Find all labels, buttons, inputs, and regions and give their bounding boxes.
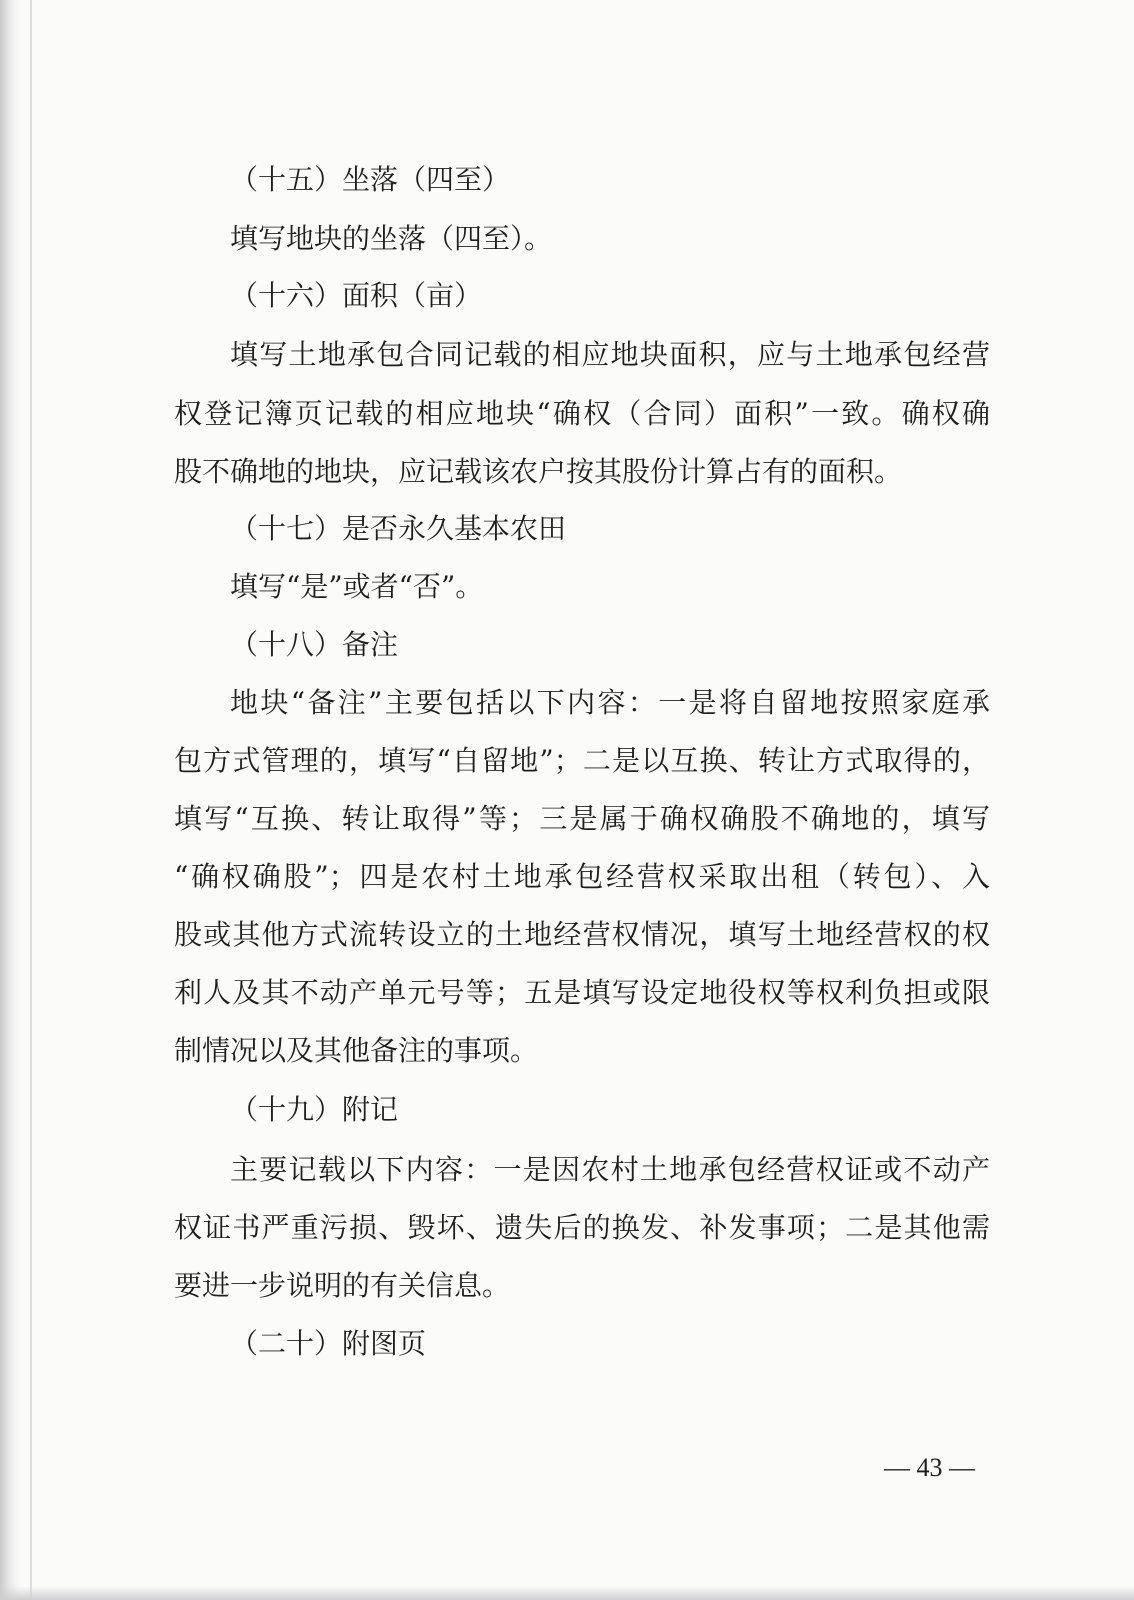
paragraph-line: 地块“备注”主要包括以下内容：一是将自留地按照家庭承: [230, 686, 990, 719]
paragraph-line: 填写地块的坐落（四至）。: [230, 222, 553, 255]
paragraph-line: 股不确地的地块，应记载该农户按其股份计算占有的面积。: [174, 455, 903, 488]
paragraph-line: 要进一步说明的有关信息。: [174, 1269, 511, 1302]
paragraph-line: 填写“是”或者“否”。: [230, 570, 484, 603]
paragraph-line: 填写土地承包合同记载的相应地块面积，应与土地承包经营: [230, 338, 990, 371]
scan-bottom-edge: [0, 1586, 1134, 1600]
paragraph-line: 主要记载以下内容：一是因农村土地承包经营权证或不动产: [230, 1153, 990, 1186]
binding-line: [30, 0, 32, 1600]
paragraph-line: 权证书严重污损、毁坏、遗失后的换发、补发事项；二是其他需: [174, 1211, 990, 1244]
paragraph-line: 股或其他方式流转设立的土地经营权情况，填写土地经营权的权: [174, 918, 990, 951]
paragraph-line: 包方式管理的，填写“自留地”；二是以互换、转让方式取得的，: [174, 744, 990, 777]
section-heading-15: （十五）坐落（四至）: [230, 163, 511, 196]
page-number: — 43 —: [884, 1453, 975, 1482]
paragraph-line: 填写“互换、转让取得”等；三是属于确权确股不确地的，填写: [174, 802, 990, 835]
paragraph-line: 权登记簿页记载的相应地块“确权（合同）面积”一致。确权确: [174, 397, 990, 430]
section-heading-16: （十六）面积（亩）: [230, 279, 483, 312]
paragraph-line: “确权确股”；四是农村土地承包经营权采取出租（转包）、入: [174, 860, 990, 893]
section-heading-19: （十九）附记: [230, 1093, 399, 1126]
section-heading-18: （十八）备注: [230, 628, 399, 661]
section-heading-17: （十七）是否永久基本农田: [230, 512, 567, 545]
section-heading-20: （二十）附图页: [230, 1327, 427, 1360]
binding-shadow: [0, 0, 22, 1600]
paragraph-line: 利人及其不动产单元号等；五是填写设定地役权等权利负担或限: [174, 976, 990, 1009]
paragraph-line: 制情况以及其他备注的事项。: [174, 1034, 539, 1067]
